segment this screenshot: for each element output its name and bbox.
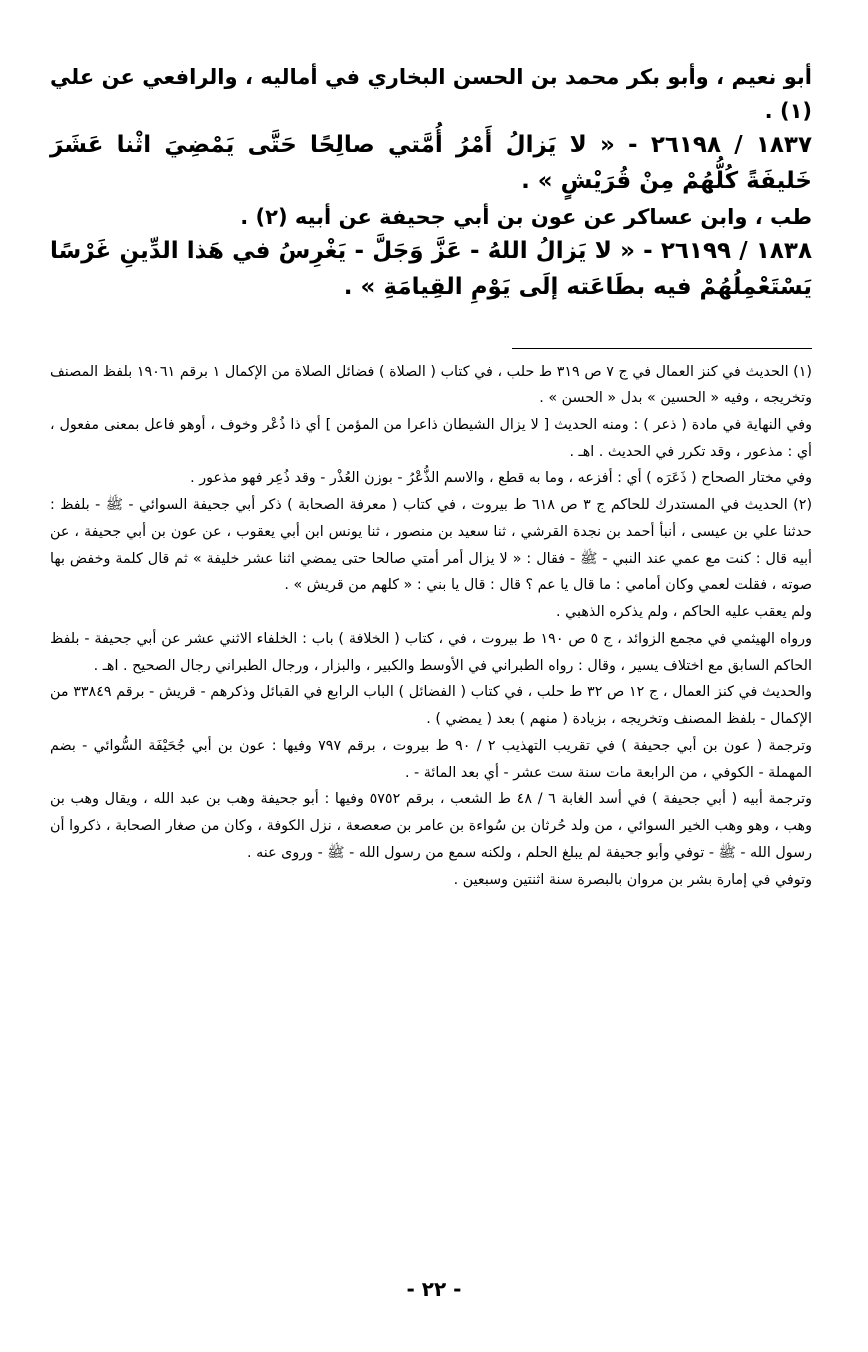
footnotes: [50, 359, 812, 894]
main-text: [50, 60, 812, 306]
footnote-1: (١) الحديث في كنز العمال في ج ٧ ص ٣١٩ ط حلب ، في كتاب ( الصلاة ) فضائل الصلاة من الإكمال ١ برقم ١٩٠٦١ بلفظ المصنف وتخريجه ، وفيه « الحسين » بدل « الحسن » .: [50, 363, 812, 407]
hadith-1838: ١٨٣٨ / ٢٦١٩٩ - « لا يَزالُ اللهُ - عَزَّ وَجَلَّ - يَغْرِسُ في هَذا الدِّينِ غَرْسًا يَسْتَعْمِلُهُمْ فيه بطَاعَته إلَى يَوْمِ القِيامَةِ » .: [50, 237, 812, 300]
footnote-divider: [512, 348, 812, 349]
footnote-paragraph: وتوفي في إمارة بشر بن مروان بالبصرة سنة اثنتين وسبعين .: [453, 871, 812, 888]
hadith-1837: ١٨٣٧ / ٢٦١٩٨ - « لا يَزالُ أَمْرُ أُمَّتي صالِحًا حَتَّى يَمْضِيَ اثْنا عَشَرَ خَليفَةً كُلُّهُمْ مِنْ قُرَيْشٍ » .: [50, 132, 813, 194]
page-number: - ٢٢ -: [406, 1277, 462, 1301]
footnote-2: (٢) الحديث في المستدرك للحاكم ج ٣ ص ٦١٨ ط بيروت ، في كتاب ( معرفة الصحابة ) ذكر أبي جحيفة السوائي - ﷺ - بلفظ : حدثنا علي بن عيسى ، أنبأ أحمد بن نجدة القرشي ، ثنا سعيد بن منصور ، ثنا يونس ابن أبي يعقوب ، عن عون بن أبي جحيفة ، عن أبيه قال : كنت مع عمي عند النبي - ﷺ - فقال : « لا يزال أمر أمتي صالحا حتى يمضي اثنا عشر خليفة » ثم قال كلمة وخفض بها صوته ، فقلت لعمي وكان أمامي : ما قال يا عم ؟ قال : قال يا بني : « كلهم من قريش » .: [50, 497, 813, 594]
footnote-paragraph: وفي النهاية في مادة ( ذعر ) : ومنه الحديث [ لا يزال الشيطان ذاعرا من المؤمن ] أي ذا ذُعْر وخوف ، أوهو فاعل بمعنى مفعول ، أي : مذعور ، وقد تكرر في الحديث . اهـ .: [50, 417, 812, 460]
footnote-paragraph: وترجمة ( عون بن أبي جحيفة ) في تقريب التهذيب ٢ / ٩٠ ط بيروت ، برقم ٧٩٧ وفيها : عون بن أبي جُحَيْفَة السُّوائي - بضم المهملة - الكوفي ، من الرابعة مات سنة ست عشر - أي بعد المائة - .: [50, 737, 813, 781]
footnote-paragraph: وترجمة أبيه ( أبي جحيفة ) في أسد الغابة ٦ / ٤٨ ط الشعب ، برقم ٥٧٥٢ وفيها : أبو جحيفة وهب بن عبد الله ، ويقال وهب بن وهب ، وهو وهب الخير السوائي ، من ولد حُرثان بن سُواءة بن عامر بن صعصعة ، نزل الكوفة ، وكان من صغار الصحابة ، ذكروا أن رسول الله - ﷺ - توفي وأبو جحيفة لم يبلغ الحلم ، ولكنه سمع من رسول الله - ﷺ - وروى عنه .: [50, 791, 812, 861]
footnote-paragraph: وفي مختار الصحاح ( ذَعَرَه ) أي : أفزعه ، وما به قطع ، والاسم الذُّعْرُ - بوزن العُذْر - وقد ذُعِر فهو مذعور .: [190, 470, 812, 487]
source-line: أبو نعيم ، وأبو بكر محمد بن الحسن البخاري في أماليه ، والرافعي عن علي (١) .: [50, 65, 812, 124]
footnote-paragraph: ولم يعقب عليه الحاكم ، ولم يذكره الذهبي .: [556, 604, 812, 621]
footnote-paragraph: والحديث في كنز العمال ، ج ١٢ ص ٣٢ ط حلب ، في كتاب ( الفضائل ) الباب الرابع في القبائل وذكرهم - قريش - برقم ٣٣٨٤٩ من الإكمال - بلفظ المصنف وتخريجه ، بزيادة ( منهم ) بعد ( يمضي ) .: [50, 684, 813, 728]
footnote-paragraph: ورواه الهيثمي في مجمع الزوائد ، ج ٥ ص ١٩٠ ط بيروت ، في ، كتاب ( الخلافة ) باب : الخلفاء الاثني عشر عن أبي جحيفة - بلفظ الحاكم السابق مع اختلاف يسير ، وقال : رواه الطبراني في الأوسط والكبير ، والبزار ، ورجال الطبراني رجال الصحيح . اهـ .: [50, 630, 812, 674]
source-line: طب ، وابن عساكر عن عون بن أبي جحيفة عن أبيه (٢) .: [240, 204, 812, 229]
